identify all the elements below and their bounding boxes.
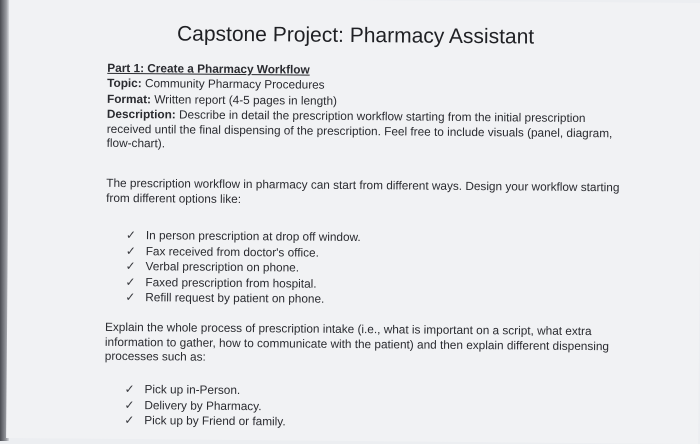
check-icon: ✓	[125, 290, 136, 305]
list-item: ✓ Faxed prescription from hospital.	[125, 274, 317, 291]
page-title: Capstone Project: Pharmacy Assistant	[176, 22, 535, 49]
list-item: ✓ In person prescription at drop off window.	[125, 228, 361, 245]
part-heading: Part 1: Create a Pharmacy Workflow	[107, 60, 310, 77]
list-item: ✓ Pick up by Friend or family.	[124, 413, 286, 429]
list-item: ✓ Fax received from doctor's office.	[125, 243, 319, 260]
list-item: ✓ Refill request by patient on phone.	[125, 290, 325, 306]
check-icon: ✓	[124, 382, 135, 397]
check-icon: ✓	[125, 228, 136, 243]
check-icon: ✓	[124, 397, 135, 412]
dispensing-options-list	[124, 382, 286, 430]
check-icon: ✓	[125, 259, 136, 274]
intro-paragraph: The prescription workflow in pharmacy can start from different ways. Design your workflow starting from different options like:	[106, 175, 620, 206]
workflow-options-list	[125, 228, 361, 308]
explain-paragraph: Explain the whole process of prescription intake (i.e., what is important on a script, what extra information to gather, how to communicate with the patient) and then explain different dispensing processes such as:	[104, 319, 610, 364]
list-item: ✓ Verbal prescription on phone.	[125, 259, 300, 275]
topic-line: Topic: Community Pharmacy Procedures	[107, 75, 325, 92]
check-icon: ✓	[124, 413, 135, 428]
description-paragraph: Description: Describe in detail the prescription workflow starting from the initial prescription received until the final dispensing of the prescription. Feel free to include visuals (panel, diagram, flow-chart).	[106, 106, 613, 151]
check-icon: ✓	[125, 274, 136, 289]
document-page	[6, 0, 700, 444]
list-item: ✓ Delivery by Pharmacy.	[124, 397, 262, 413]
list-item: ✓ Pick up in-Person.	[124, 382, 241, 398]
check-icon: ✓	[125, 243, 136, 258]
format-line: Format: Written report (4-5 pages in length)	[106, 91, 338, 108]
